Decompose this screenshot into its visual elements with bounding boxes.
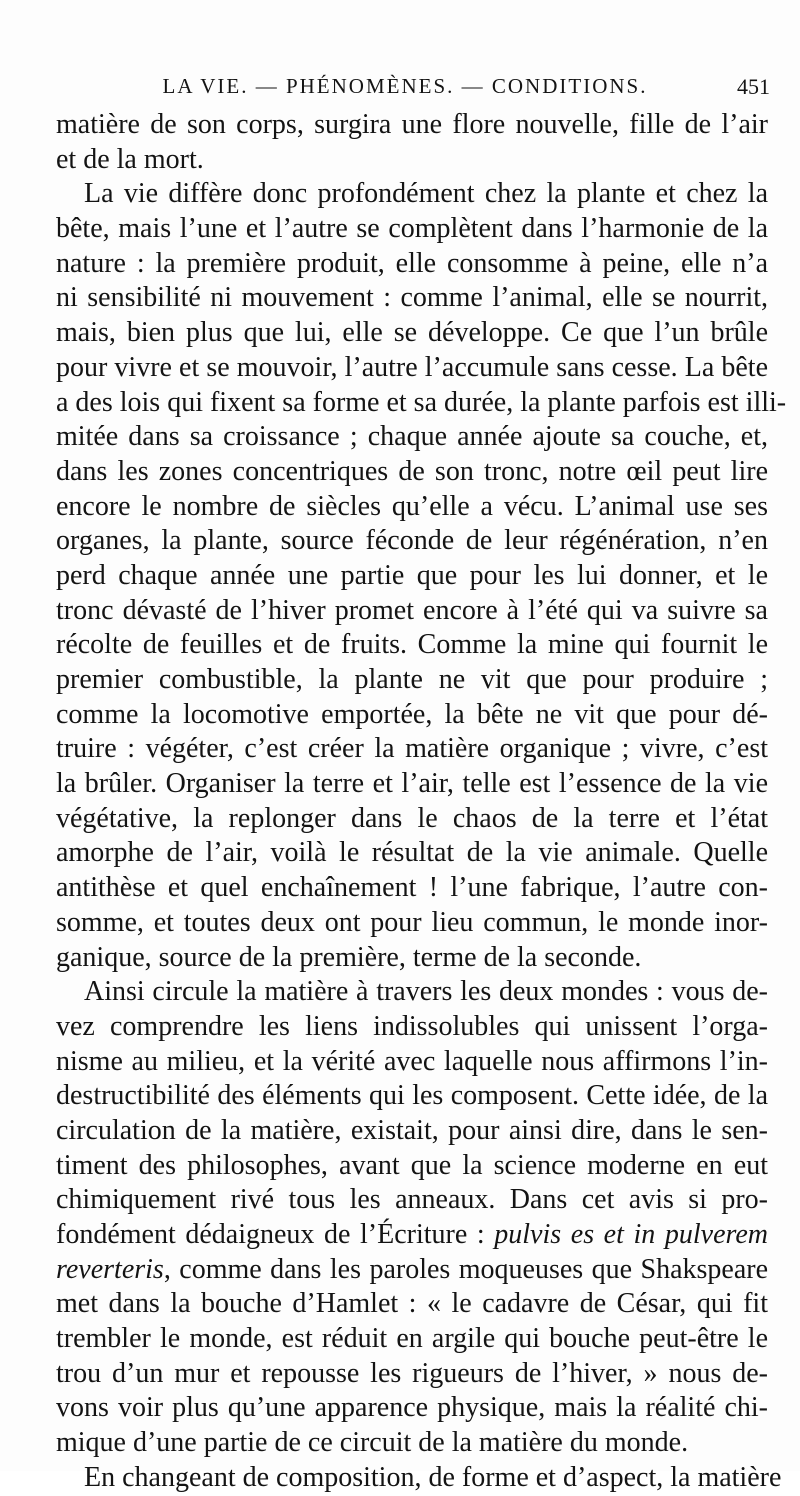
paragraph-start-line: Ainsi circule la matière à travers les deux mondes : vous de- [84, 976, 768, 1008]
text-segment: , comme dans les paroles moqueuses que Shakspeare [163, 1253, 768, 1285]
text-line: encore le nombre de siècles qu’elle a vécu. L’animal use ses [56, 490, 768, 522]
page-number: 451 [737, 74, 770, 99]
text-segment: fondément dédaigneux de l’Écriture : [56, 1219, 485, 1250]
text-line: et de la mort. [56, 143, 204, 175]
text-line: a des lois qui fixent sa forme et sa durée, la plante parfois est illi- [56, 386, 787, 418]
text-line: amorphe de l’air, voilà le résultat de la vie animale. Quelle [56, 837, 768, 869]
text-line: vons voir plus qu’une apparence physique, mais la réalité chi- [56, 1392, 768, 1424]
text-line: trou d’un mur et repousse les rigueurs de l’hiver, » nous de- [56, 1357, 768, 1389]
text-line: nisme au milieu, et la vérité avec laquelle nous affirmons l’in- [56, 1045, 768, 1077]
text-line: mitée dans sa croissance ; chaque année ajoute sa couche, et, [56, 421, 768, 453]
text-line: destructibilité des éléments qui les composent. Cette idée, de la [56, 1080, 768, 1112]
text-line: comme la locomotive emportée, la bête ne vit que pour dé- [56, 698, 768, 730]
text-line: matière de son corps, surgira une flore nouvelle, fille de l’air [56, 109, 768, 140]
text-line: timent des philosophes, avant que la science moderne en eut [56, 1149, 768, 1181]
text-line: truire : végéter, c’est créer la matière organique ; vivre, c’est [56, 733, 768, 765]
body-text [56, 108, 787, 1496]
paragraph-start-line: En changeant de composition, de forme et d’aspect, la matière [84, 1461, 782, 1493]
running-title: LA VIE. — PHÉNOMÈNES. — CONDITIONS. [162, 74, 648, 98]
text-line: trembler le monde, est réduit en argile qui bouche peut-être le [56, 1323, 768, 1355]
text-line: organes, la plante, source féconde de leur régénération, n’en [56, 525, 768, 557]
text-line: la brûler. Organiser la terre et l’air, telle est l’essence de la vie [56, 768, 768, 800]
text-line-with-quote [56, 1218, 768, 1253]
text-line: mique d’une partie de ce circuit de la matière du monde. [56, 1427, 689, 1459]
text-line: premier combustible, la plante ne vit que pour produire ; [56, 664, 768, 695]
text-line: somme, et toutes deux ont pour lieu commun, le monde inor- [56, 906, 768, 938]
text-line: dans les zones concentriques de son tronc, notre œil peut lire [56, 455, 768, 487]
text-line: nature : la première produit, elle consomme à peine, elle n’a [56, 247, 768, 279]
running-header [40, 62, 770, 102]
text-line: met dans la bouche d’Hamlet : « le cadavre de César, qui fit [56, 1288, 768, 1320]
text-line-with-quote [56, 1253, 768, 1288]
text-line: bête, mais l’une et l’autre se complètent dans l’harmonie de la [56, 213, 768, 245]
text-line: pour vivre et se mouvoir, l’autre l’accumule sans cesse. La bête [56, 351, 768, 383]
text-line: circulation de la matière, existait, pour ainsi dire, dans le sen- [56, 1114, 768, 1146]
latin-quote: pulvis es et in pulverem [494, 1219, 769, 1250]
paragraph-start-line: La vie diffère donc profondément chez la plante et chez la [84, 178, 768, 210]
text-line: perd chaque année une partie que pour les lui donner, et le [56, 559, 768, 591]
text-line: tronc dévasté de l’hiver promet encore à l’été qui va suivre sa [56, 594, 768, 626]
text-line: récolte de feuilles et de fruits. Comme la mine qui fournit le [56, 629, 768, 661]
text-line: mais, bien plus que lui, elle se développe. Ce que l’un brûle [56, 317, 768, 349]
text-line: ni sensibilité ni mouvement : comme l’animal, elle se nourrit, [56, 282, 768, 314]
text-line: ganique, source de la première, terme de la seconde. [56, 941, 642, 973]
text-line: vez comprendre les liens indissolubles qui unissent l’orga- [56, 1010, 768, 1042]
latin-quote-end: reverteris [56, 1253, 164, 1285]
text-line: végétative, la replonger dans le chaos de la terre et l’état [56, 802, 768, 834]
text-line: antithèse et quel enchaînement ! l’une fabrique, l’autre con- [56, 872, 768, 904]
text-line: chimiquement rivé tous les anneaux. Dans cet avis si pro- [56, 1184, 768, 1216]
